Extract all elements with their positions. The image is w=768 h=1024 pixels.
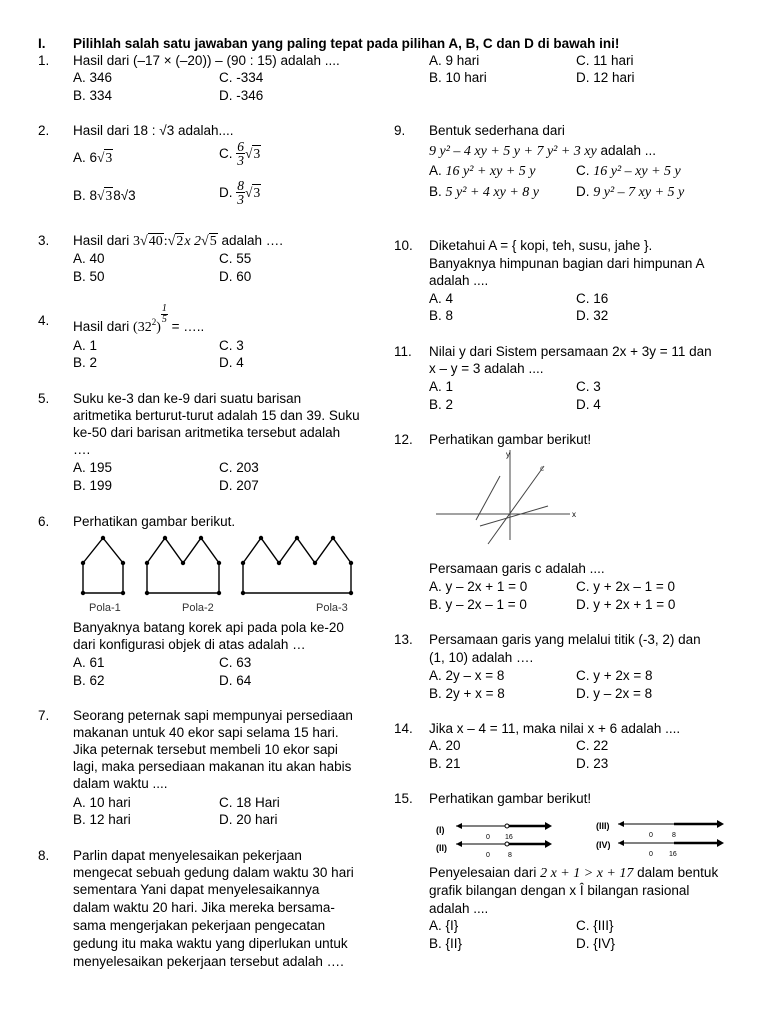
option-a: A. 6√3 <box>73 150 113 165</box>
option-b: B. {II} <box>429 936 463 951</box>
option-c: C. {III} <box>576 918 614 933</box>
option-c: C. $\frac{6}{3}$ √3 <box>219 139 261 168</box>
option-b: B. 2 <box>429 397 454 412</box>
option-c: C. 22 <box>576 738 609 753</box>
question-text-line: aritmetika berturut-turut adalah 15 dan 39. Suku <box>73 408 360 423</box>
question-text: Hasil dari 3√40:√2x 2√5 adalah …. <box>73 233 284 249</box>
option-b: B. 10 hari <box>429 70 487 85</box>
axis-label-x: x <box>572 510 576 519</box>
question-number: 10. <box>394 238 413 253</box>
tick-label: 8 <box>672 832 676 839</box>
question-number: 7. <box>38 708 50 723</box>
question-text-line: makanan untuk 40 ekor sapi selama 15 hari. <box>73 725 339 740</box>
question-text-line: adalah .... <box>429 901 489 916</box>
question-number: 6. <box>38 514 50 529</box>
option-d: D. 12 hari <box>576 70 635 85</box>
question-number: 5. <box>38 391 50 406</box>
question-number: 8. <box>38 848 50 863</box>
axis-label-y: y <box>506 450 510 459</box>
option-c: C. 11 hari <box>576 53 634 68</box>
option-d: D. 64 <box>219 673 252 688</box>
option-a: A. 2y – x = 8 <box>429 668 505 683</box>
numberline-label: (II) <box>436 843 447 853</box>
question-text-line: Nilai y dari Sistem persamaan 2x + 3y = 11 dan <box>429 344 712 359</box>
question-text: Jika x – 4 = 11, maka nilai x + 6 adalah .... <box>429 721 681 736</box>
option-a: A. 346 <box>73 70 113 85</box>
option-c: C. 16 y² – xy + 5 y <box>576 163 681 179</box>
option-d: D. 9 y² – 7 xy + 5 y <box>576 184 685 200</box>
question-number: 13. <box>394 632 413 647</box>
option-c: C. 63 <box>219 655 252 670</box>
option-d: D. 23 <box>576 756 609 771</box>
option-c: C. y + 2x – 1 = 0 <box>576 579 676 594</box>
question-text-line: gedung itu maka waktu yang diperlukan untuk <box>73 936 348 951</box>
question-expression: 9 y² – 4 xy + 5 y + 7 y² + 3 xy adalah ... <box>429 143 657 159</box>
question-number: 1. <box>38 53 50 68</box>
question-text: Perhatikan gambar berikut! <box>429 791 592 806</box>
tick-label: 16 <box>669 851 677 858</box>
option-b: B. 2y + x = 8 <box>429 686 505 701</box>
option-a: A. 4 <box>429 291 454 306</box>
option-c: C. 3 <box>576 379 601 394</box>
question-number: 9. <box>394 123 406 138</box>
question-text-line: adalah .... <box>429 273 489 288</box>
option-b: B. 50 <box>73 269 105 284</box>
question-number: 3. <box>38 233 50 248</box>
numberline-figure <box>450 816 730 860</box>
option-b: B. 2 <box>73 355 98 370</box>
option-d: D. 207 <box>219 478 259 493</box>
question-text-line: dalam waktu .... <box>73 776 168 791</box>
question-number: 12. <box>394 432 413 447</box>
tick-label: 0 <box>486 852 490 859</box>
option-a: A. 9 hari <box>429 53 480 68</box>
tick-label: 8 <box>508 852 512 859</box>
option-b: B. y – 2x – 1 = 0 <box>429 597 527 612</box>
question-text-line: Persamaan garis yang melalui titik (-3, 2) dan <box>429 632 701 647</box>
option-c: C. 55 <box>219 251 252 266</box>
option-c: C. 203 <box>219 460 259 475</box>
option-a: A. {I} <box>429 918 459 933</box>
option-d: D. 32 <box>576 308 609 323</box>
question-text-line: dari konfigurasi objek di atas adalah … <box>73 637 306 652</box>
question-text-line: Banyaknya batang korek api pada pola ke-20 <box>73 620 344 635</box>
question-text: Perhatikan gambar berikut! <box>429 432 592 447</box>
question-text: Bentuk sederhana dari <box>429 123 565 138</box>
option-a: A. 195 <box>73 460 113 475</box>
pattern-label: Pola-3 <box>316 602 348 614</box>
matchstick-pattern-figure <box>75 533 365 601</box>
option-d: D. 4 <box>219 355 244 370</box>
question-number: 14. <box>394 721 413 736</box>
option-d: D. -346 <box>219 88 264 103</box>
question-text-line: sama mengerjakan pekerjaan pengecatan <box>73 918 326 933</box>
question-text-line: Diketahui A = { kopi, teh, susu, jahe }. <box>429 238 653 253</box>
option-d: D. 4 <box>576 397 601 412</box>
option-d: D. y – 2x = 8 <box>576 686 653 701</box>
option-b: B. 21 <box>429 756 461 771</box>
option-b: B. 5 y² + 4 xy + 8 y <box>429 184 539 200</box>
option-a: A. 16 y² + xy + 5 y <box>429 163 536 179</box>
option-b: B. 8 <box>429 308 454 323</box>
question-text-line: Suku ke-3 dan ke-9 dari suatu barisan <box>73 391 302 406</box>
question-number: 2. <box>38 123 50 138</box>
question-text-line: Persamaan garis c adalah .... <box>429 561 605 576</box>
option-a: A. 10 hari <box>73 795 131 810</box>
question-text-line: Penyelesaian dari 2 x + 1 > x + 17 dalam bentuk <box>429 865 719 881</box>
option-a: A. 1 <box>73 338 98 353</box>
question-text: Hasil dari $(32^2)$ $\frac{1}{5}$ = ….. <box>73 303 205 335</box>
pattern-label: Pola-2 <box>182 602 214 614</box>
option-b: B. 62 <box>73 673 105 688</box>
numberline-label: (IV) <box>596 840 611 850</box>
question-text-line: lagi, maka persediaan makanan itu akan habis <box>73 759 352 774</box>
section-instruction: Pilihlah salah satu jawaban yang paling tepat pada pilihan A, B, C dan D di bawah ini! <box>73 36 620 51</box>
question-text-line: grafik bilangan dengan x Î bilangan rasional <box>429 883 690 898</box>
tick-label: 16 <box>505 834 513 841</box>
option-c: C. 16 <box>576 291 609 306</box>
question-text-line: x – y = 3 adalah .... <box>429 361 544 376</box>
question-text-line: (1, 10) adalah …. <box>429 650 534 665</box>
option-c: C. 3 <box>219 338 244 353</box>
option-b: B. 8√38√3 <box>73 188 136 203</box>
numberline-label: (I) <box>436 825 445 835</box>
numberline-label: (III) <box>596 821 610 831</box>
question-text-line: Jika peternak tersebut membeli 10 ekor sapi <box>73 742 338 757</box>
question-text-line: mengecat sebuah gedung dalam waktu 30 hari <box>73 865 354 880</box>
option-d: D. {IV} <box>576 936 616 951</box>
pattern-label: Pola-1 <box>89 602 121 614</box>
question-text: Perhatikan gambar berikut. <box>73 514 236 529</box>
question-text-line: dalam waktu 20 hari. Jika mereka bersama- <box>73 900 335 915</box>
option-a: A. 61 <box>73 655 105 670</box>
section-number: I. <box>38 36 46 51</box>
question-text-line: menyelesaikan pekerjaan tersebut adalah …. <box>73 954 344 969</box>
option-a: A. 20 <box>429 738 461 753</box>
option-d: D. 60 <box>219 269 252 284</box>
option-a: A. y – 2x + 1 = 0 <box>429 579 528 594</box>
question-text: Hasil dari 18 : √3 adalah.... <box>73 123 234 138</box>
line-graph-figure <box>436 448 586 548</box>
tick-label: 0 <box>649 832 653 839</box>
question-number: 15. <box>394 791 413 806</box>
question-number: 11. <box>394 344 412 359</box>
option-a: A. 1 <box>429 379 454 394</box>
line-label-c: c <box>540 464 544 473</box>
option-c: C. 18 Hari <box>219 795 280 810</box>
tick-label: 0 <box>486 834 490 841</box>
option-a: A. 40 <box>73 251 105 266</box>
question-text: Hasil dari (–17 × (–20)) – (90 : 15) adalah .... <box>73 53 340 68</box>
option-c: C. y + 2x = 8 <box>576 668 653 683</box>
question-text-line: sementara Yani dapat menyelesaikannya <box>73 882 320 897</box>
option-b: B. 12 hari <box>73 812 131 827</box>
option-d: D. y + 2x + 1 = 0 <box>576 597 676 612</box>
option-b: B. 334 <box>73 88 113 103</box>
option-d: D. 20 hari <box>219 812 278 827</box>
option-d: D. $\frac{8}{3}$ √3 <box>219 178 261 207</box>
question-text-line: Seorang peternak sapi mempunyai persediaan <box>73 708 353 723</box>
question-text-line: …. <box>73 442 91 457</box>
question-text-line: Banyaknya himpunan bagian dari himpunan A <box>429 256 705 271</box>
option-c: C. -334 <box>219 70 264 85</box>
question-number: 4. <box>38 313 50 328</box>
tick-label: 0 <box>649 851 653 858</box>
question-text-line: Parlin dapat menyelesaikan pekerjaan <box>73 848 302 863</box>
question-text-line: ke-50 dari barisan aritmetika tersebut adalah <box>73 425 341 440</box>
option-b: B. 199 <box>73 478 113 493</box>
